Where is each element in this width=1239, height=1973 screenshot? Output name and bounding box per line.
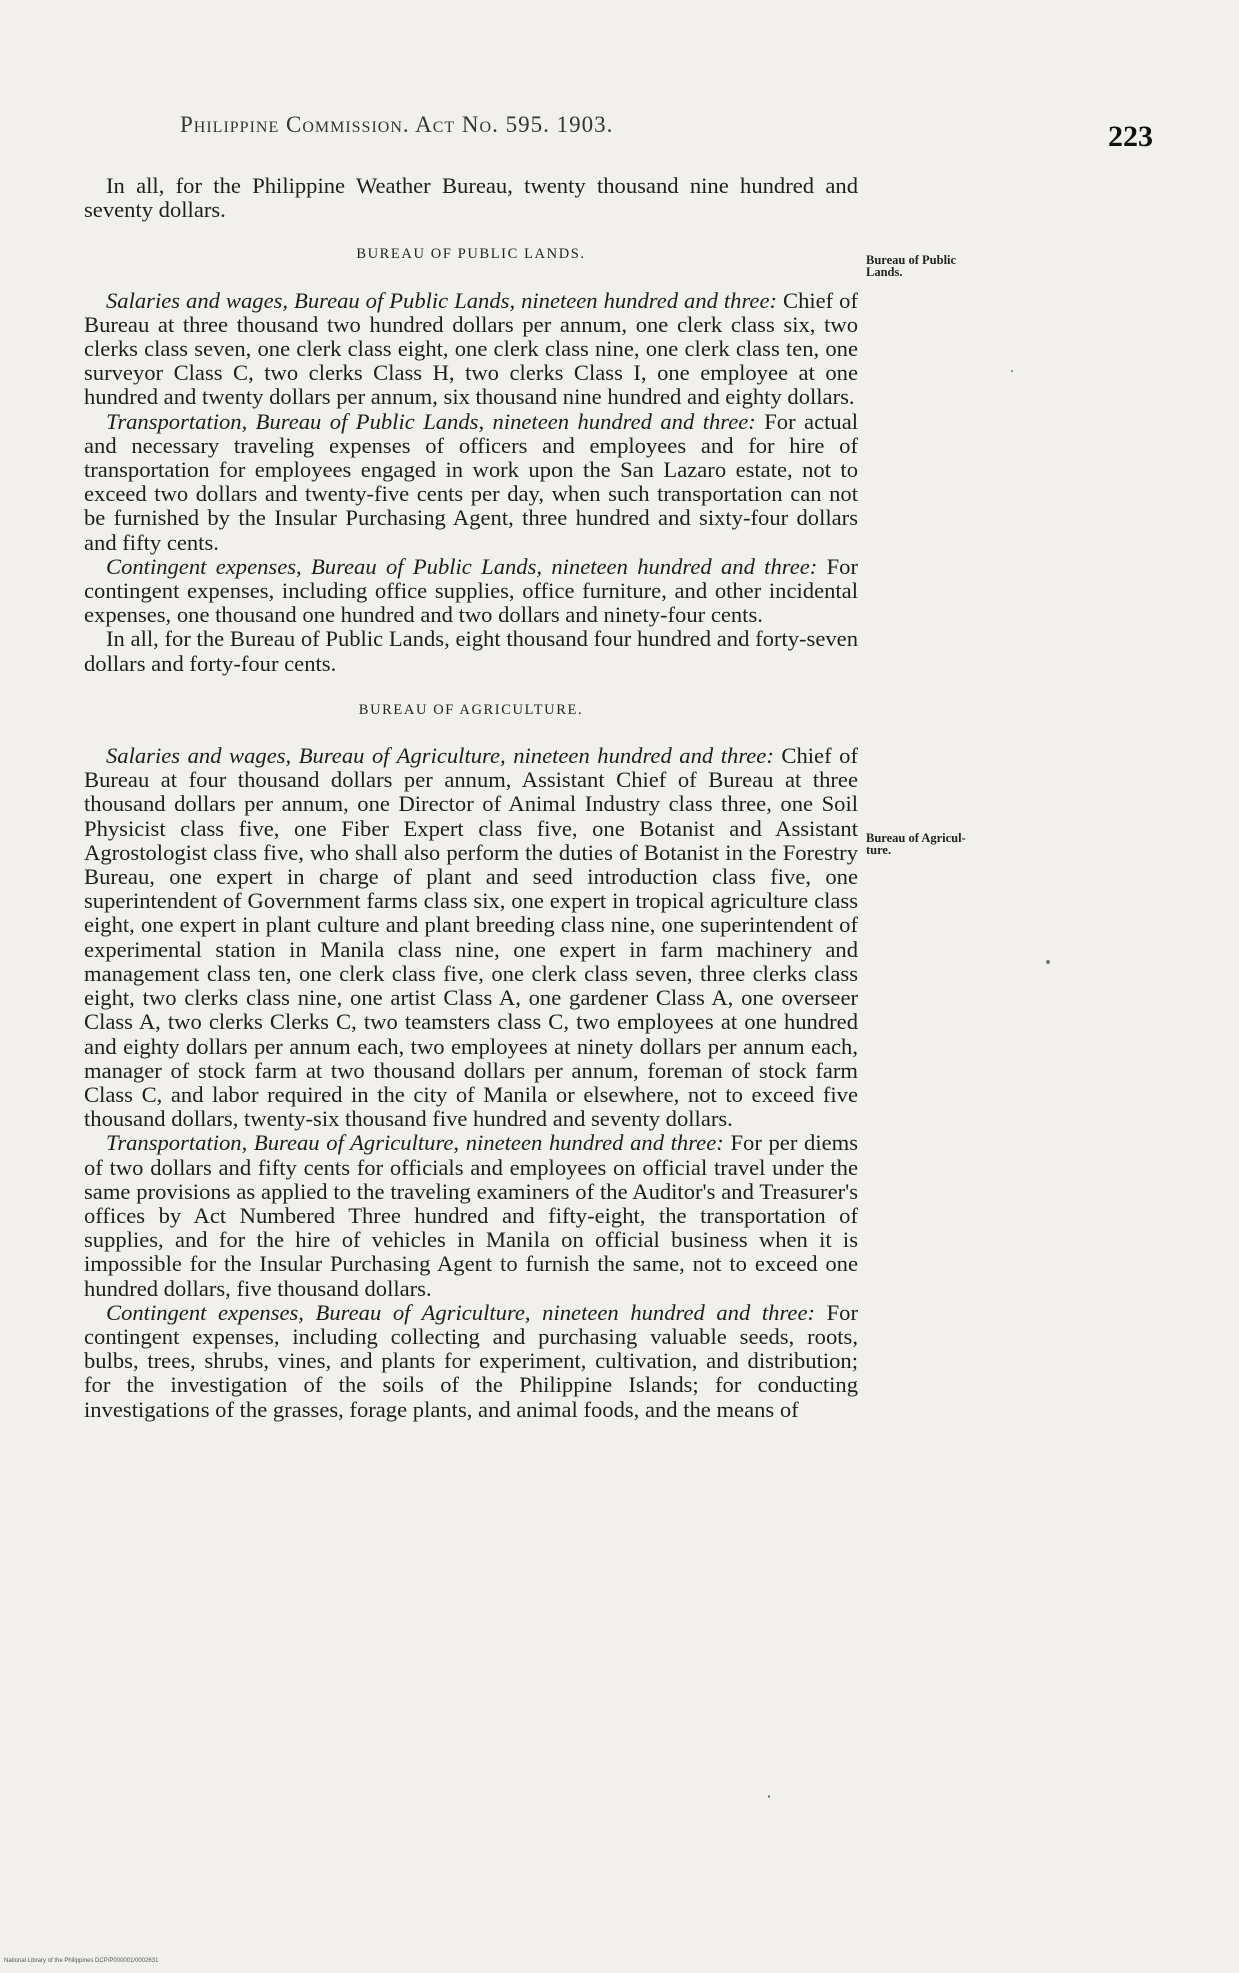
paragraph-public-lands-salaries: Salaries and wages, Bureau of Public Lands, nineteen hundred and three: Chief of Bureau at three thousand two hundred dollars per annum, one clerk class six, two clerks class seven, one clerk class eight, one clerk class nine, one clerk class ten, one surveyor Class C, two clerks Class H, two clerks Class I, one employee at one hundred and twenty dollars per annum, six thousand nine hundred and eighty dollars. (84, 287, 858, 410)
sidenote-line: ture. (866, 843, 892, 857)
scan-speck (1046, 960, 1050, 964)
sidenote-line: Lands. (866, 265, 903, 279)
paragraph-agriculture-transportation: Transportation, Bureau of Agriculture, nineteen hundred and three: For per diems of two dollars and fifty cents for officials and employees on official travel under the same provisions as applied to the traveling examiners of the Auditor's and Treasurer's offices by Act Numbered Three hundred and fifty-eight, the transportation of supplies, and for the hire of vehicles in Manila on official business when it is impossible for the Insular Purchasing Agent to furnish the same, not to exceed one hundred dollars, five thousand dollars. (84, 1130, 859, 1301)
scan-speck (1011, 370, 1013, 372)
paragraph-weather-bureau-total: In all, for the Philippine Weather Bureau, twenty thousand nine hundred and seventy dollars. (84, 173, 858, 223)
archive-identifier: National Library of the Philippines DCP/P000001/0002631 (4, 1958, 159, 1964)
page-number: 223 (1108, 120, 1153, 153)
paragraph-public-lands-transportation: Transportation, Bureau of Public Lands, nineteen hundred and three: For actual and necessary traveling expenses of officers and employees and for hire of transportation for employees engaged in work upon the San Lazaro estate, not to exceed two dollars and twenty-five cents per day, when such transportation can not be furnished by the Insular Purchasing Agent, three hundred and sixty-four dollars and fifty cents. (84, 408, 858, 555)
heading-bureau-of-public-lands: BUREAU OF PUBLIC LANDS. (356, 246, 586, 263)
running-head: Philippine Commission. Act No. 595. 1903. (180, 112, 614, 137)
body-text (84, 174, 858, 1422)
sidenote-line: Bureau of Public (866, 253, 957, 267)
sidenote-public-lands (866, 254, 1056, 278)
scan-speck (768, 1795, 770, 1798)
paragraph-public-lands-total: In all, for the Bureau of Public Lands, eight thousand four hundred and forty-seven dollars and forty-four cents. (84, 626, 858, 676)
sidenote-agriculture (866, 832, 1056, 856)
paragraph-agriculture-contingent: Contingent expenses, Bureau of Agriculture, nineteen hundred and three: For contingent expenses, including collecting and purchasing valuable seeds, roots, bulbs, trees, shrubs, vines, and plants for experiment, cultivation, and distribution; for the investigation of the soils of the Philippine Islands; for conducting investigations of the grasses, forage plants, and animal foods, and the means of (84, 1299, 858, 1422)
paragraph-public-lands-contingent: Contingent expenses, Bureau of Public Lands, nineteen hundred and three: For contingent expenses, including office supplies, office furniture, and other incidental expenses, one thousand one hundred and two dollars and ninety-four cents. (84, 553, 858, 628)
heading-bureau-of-agriculture: BUREAU OF AGRICULTURE. (358, 701, 584, 718)
paragraph-agriculture-salaries: Salaries and wages, Bureau of Agriculture, nineteen hundred and three: Chief of Bureau at four thousand dollars per annum, Assistant Chief of Bureau at three thousand dollars per annum, one Director of Animal Industry class three, one Soil Physicist class five, one Fiber Expert class five, one Botanist and Assistant Agrostologist class five, who shall also perform the duties of Botanist in the Forestry Bureau, one expert in charge of plant and seed introduction class five, one superintendent of Government farms class six, one expert in tropical agriculture class eight, one expert in plant culture and plant breeding class nine, one superintendent of experimental station in Manila class nine, one expert in farm machinery and management class ten, one clerk class five, one clerk class seven, three clerks class eight, two clerks class nine, one artist Class A, one gardener Class A, one overseer Class A, two clerks Clerks C, two teamsters class C, two employees at one hundred and eighty dollars per annum each, two employees at ninety dollars per annum each, manager of stock farm at two thousand dollars per annum, foreman of stock farm Class C, and labor required in the city of Manila or elsewhere, not to exceed five thousand dollars, twenty-six thousand five hundred and seventy dollars. (84, 743, 858, 1132)
sidenote-line: Bureau of Agricul- (866, 831, 966, 845)
